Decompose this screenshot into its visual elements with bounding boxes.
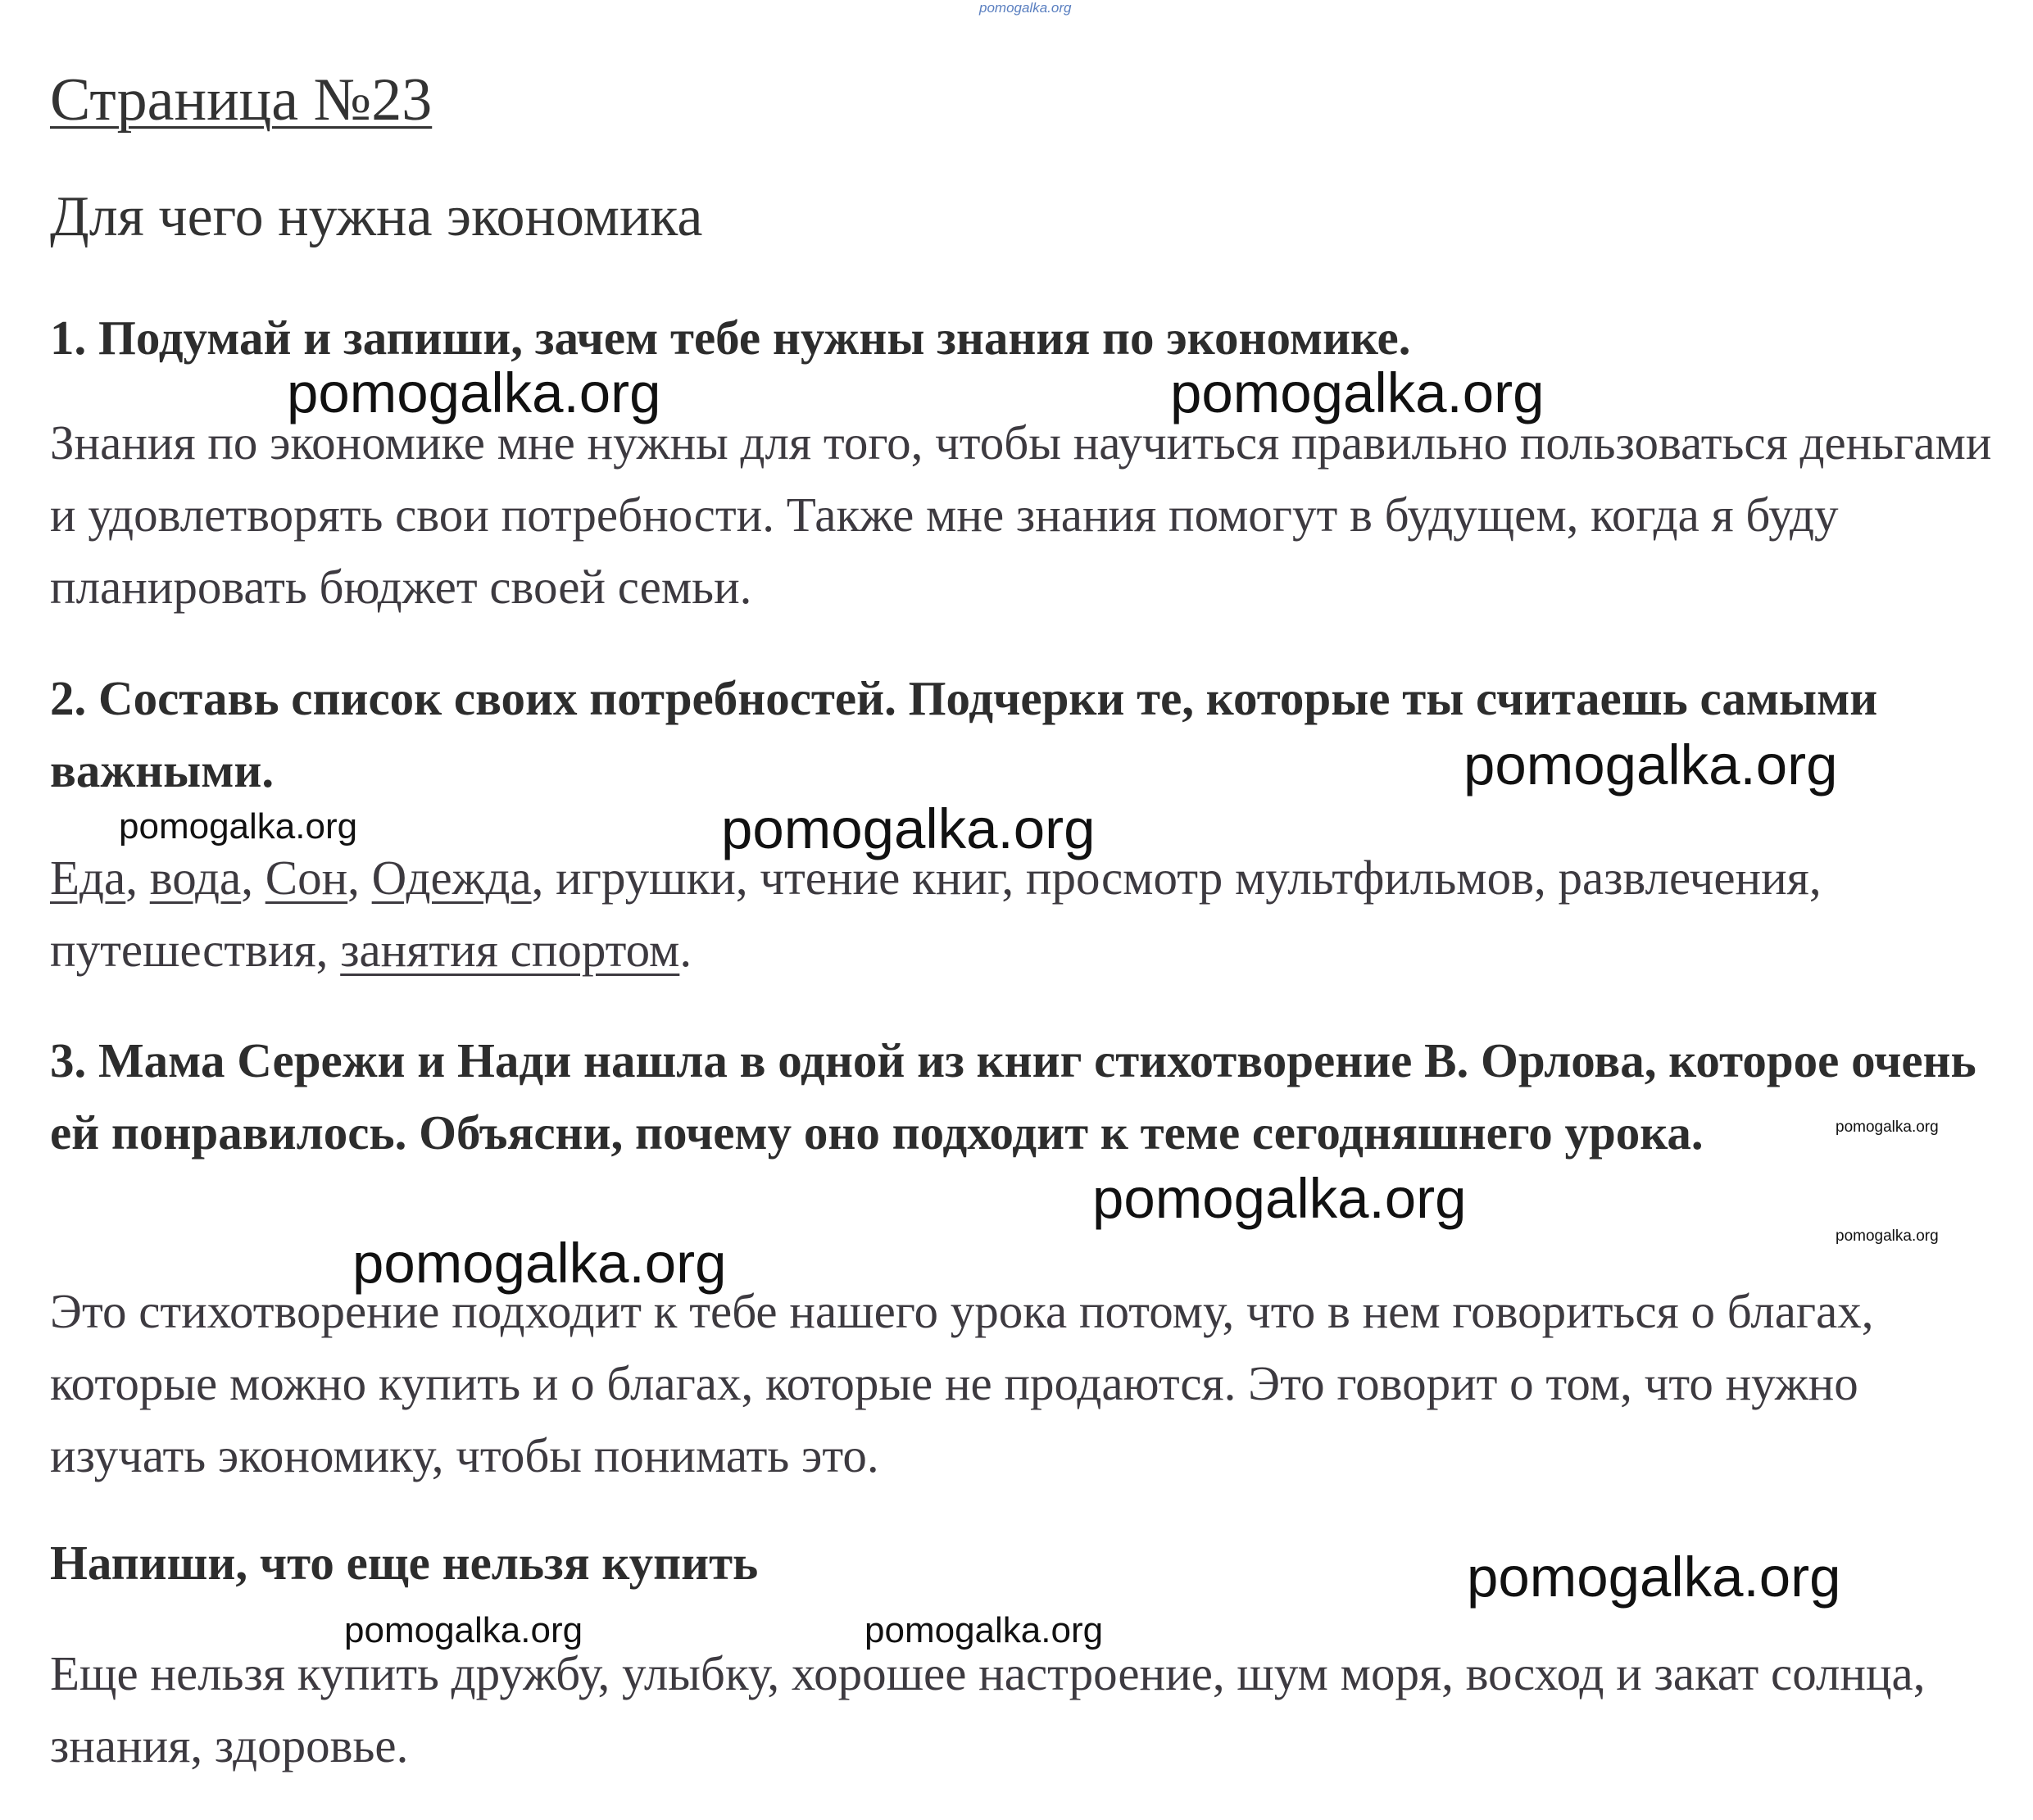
answer-2 (50, 842, 2017, 986)
need-food: Еда (50, 851, 126, 905)
period: . (679, 923, 692, 977)
need-sport: занятия спортом (340, 923, 680, 977)
watermark: pomogalka.org (864, 1610, 1104, 1650)
separator: , (241, 851, 265, 905)
need-sleep: Сон (265, 851, 348, 905)
watermark: pomogalka.org (721, 797, 1096, 860)
watermark: pomogalka.org (1467, 1545, 1841, 1609)
need-water: вода (149, 851, 242, 905)
watermark: pomogalka.org (1092, 1167, 1467, 1230)
watermark: pomogalka.org (1170, 361, 1545, 424)
need-clothes: Одежда (371, 851, 532, 905)
section-title: Для чего нужна экономика (50, 185, 703, 248)
watermark: pomogalka.org (119, 806, 358, 846)
question-3: 3. Мама Сережи и Нади нашла в одной из книг стихотворение В. Орлова, которое очень ей понравилось. Объясни, почему оно подходит к теме сегодняшнего урока. (50, 1033, 1976, 1160)
watermark: pomogalka.org (287, 361, 661, 424)
question-2: 2. Составь список своих потребностей. Подчерки те, которые ты считаешь самыми важными. (50, 671, 1878, 797)
watermark: pomogalka.org (1836, 1228, 1939, 1245)
answer-1: Знания по экономике мне нужны для того, чтобы научиться правильно пользоваться деньгами и удовлетворять свои потребности. Также мне знания помогут в будущем, когда я буду планировать бюджет своей семьи. (50, 415, 1992, 614)
watermark: pomogalka.org (1463, 733, 1838, 797)
separator: , (347, 851, 372, 905)
watermark: pomogalka.org (344, 1610, 583, 1650)
answer-3: Это стихотворение подходит к тебе нашего урока потому, что в нем говориться о благах, которые можно купить и о благах, которые не продаются. Это говорит о том, что нужно изучать экономику, чтобы понимать это. (50, 1284, 1874, 1482)
watermark: pomogalka.org (1836, 1119, 1939, 1136)
page-title: Страница №23 (50, 66, 433, 134)
separator: , (125, 851, 150, 905)
answer-4: Еще нельзя купить дружбу, улыбку, хорошее настроение, шум моря, восход и закат солнца, знания, здоровье. (50, 1646, 1926, 1772)
question-4: Напиши, что еще нельзя купить (50, 1536, 759, 1590)
other-needs: , игрушки, чтение книг, просмотр мультфильмов, развлечения, путешествия, (50, 851, 1822, 977)
top-watermark: pomogalka.org (979, 0, 1072, 16)
watermark: pomogalka.org (352, 1232, 727, 1295)
question-1: 1. Подумай и запиши, зачем тебе нужны знания по экономике. (50, 311, 1411, 365)
